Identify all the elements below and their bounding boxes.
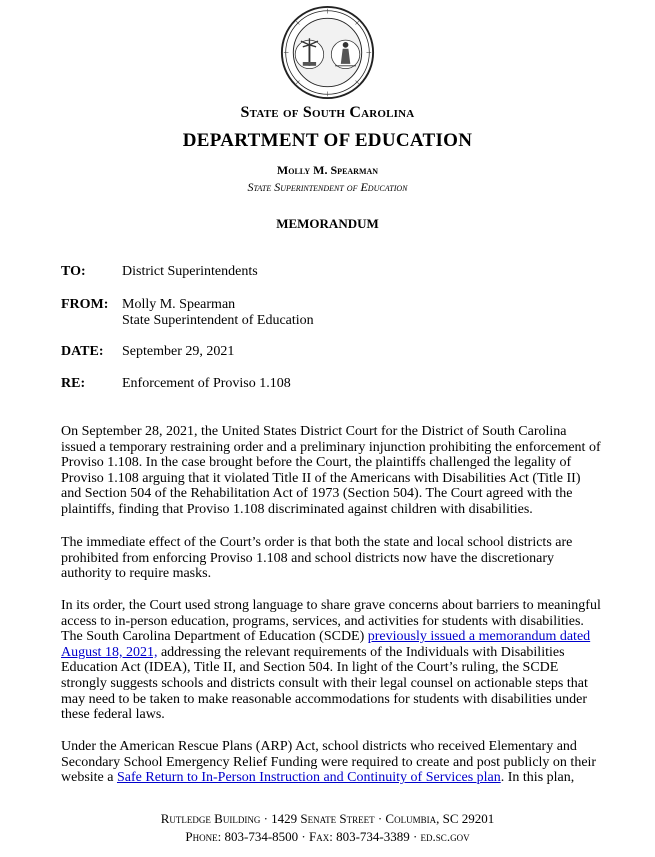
- paragraph-3-text-a: In its order, the Court used strong language to share grave concerns about barriers to meaningful access to in-person education, programs, services, and activities for students with disabilities. The South Carolina Department of Education (SCDE): [61, 598, 601, 645]
- body-paragraph-1: On September 28, 2021, the United States District Court for the District of South Carolina issued a temporary restraining order and a preliminary injunction prohibiting the enforcement of Proviso 1.108. In the case brought before the Court, the plaintiffs challenged the legality of Proviso 1.108 arguing that it violated Title II of the Americans with Disabilities Act (Title II) and Section 504 of the Rehabilitation Act of 1973 (Section 504). The Court agreed with the plaintiffs, finding that Proviso 1.108 discriminated against children with disabilities.: [61, 424, 601, 517]
- to-label: TO:: [61, 264, 86, 279]
- from-name: Molly M. Spearman: [122, 297, 236, 312]
- memorandum-link[interactable]: previously issued a memorandum dated August 18, 2021,: [61, 629, 591, 660]
- from-title: State Superintendent of Education: [122, 313, 314, 328]
- superintendent-title: State Superintendent of Education: [247, 180, 408, 194]
- body-paragraph-4: [61, 739, 601, 786]
- department-name: DEPARTMENT OF EDUCATION: [182, 130, 473, 151]
- paragraph-3-text-b: addressing the relevant requirements of the Individuals with Disabilities Education Act (IDEA), Title II, and Section 504. In light of the Court’s ruling, the SCDE strongly suggests schools and districts consult with their legal counsel on actionable steps that may need to be taken to make reasonable accommodations for students with disabilities under these federal laws.: [61, 644, 588, 723]
- re-label: RE:: [61, 376, 86, 391]
- re-value: Enforcement of Proviso 1.108: [122, 376, 291, 391]
- from-value: [122, 297, 314, 329]
- footer-address: Rutledge Building · 1429 Senate Street · Columbia, SC 29201: [160, 811, 495, 826]
- date-value: September 29, 2021: [122, 344, 235, 359]
- state-seal-icon: [280, 5, 375, 100]
- to-value: District Superintendents: [122, 264, 258, 279]
- safe-return-plan-link[interactable]: Safe Return to In-Person Instruction and Continuity of Services plan: [116, 770, 501, 786]
- paragraph-4-text-b: . In this plan,: [500, 770, 575, 786]
- state-name: State of South Carolina: [240, 104, 415, 121]
- memo-title: MEMORANDUM: [276, 216, 379, 231]
- paragraph-4-text-a: Under the American Rescue Plans (ARP) Act, school districts who received Elementary and Secondary School Emergency Relief Funding were required to create and post publicly on their website a: [61, 739, 597, 786]
- body-paragraph-3: [61, 598, 601, 723]
- footer-contact: Phone: 803-734-8500 · Fax: 803-734-3389 · ed.sc.gov: [185, 829, 470, 844]
- body-paragraph-2: The immediate effect of the Court’s order is that both the state and local school districts are prohibited from enforcing Proviso 1.108 and school districts now have the discretionary authority to require masks.: [61, 535, 573, 582]
- from-label: FROM:: [61, 297, 109, 312]
- superintendent-name: Molly M. Spearman: [276, 163, 379, 177]
- date-label: DATE:: [61, 344, 104, 359]
